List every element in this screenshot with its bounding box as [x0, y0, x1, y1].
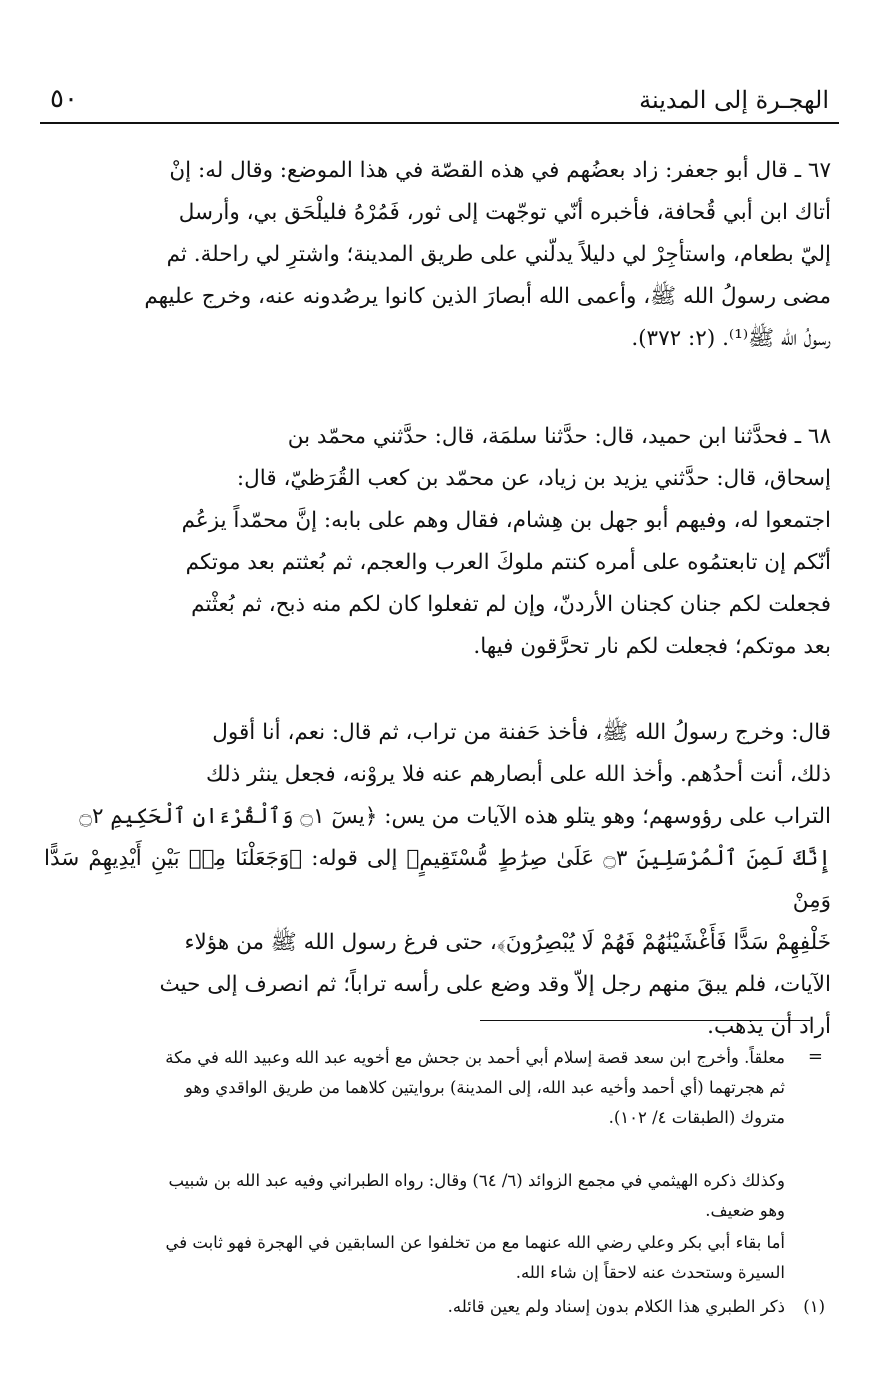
footnote-1-number: (١) — [803, 1297, 825, 1316]
footnote-1-text: ذكر الطبري هذا الكلام بدون إسناد ولم يعين قائله. — [447, 1297, 785, 1316]
footnote-continuation-1: معلقاً. وأخرج ابن سعد قصة إسلام أبي أحمد بن جحش مع أخويه عبد الله وعبيد الله في مكة ثم هجرتهما (أي أحمد وأخيه عبد الله، إلى المدينة) بروايتين كلاهما من طريق الواقدي وهو متروك (الطبقات ٤/ ١٠٢). — [165, 1048, 785, 1127]
paragraph-68: ٦٨ ـ فحدَّثنا ابن حميد، قال: حدَّثنا سلمَة، قال: حدَّثني محمّد بن إسحاق، قال: حدَّثني يزيد بن زياد، عن محمّد بن كعب القُرَظيّ، قال: اجتمعوا له، وفيهم أبو جهل بن هِشام، فقال وهم على بابه: إنَّ محمّداً يزعُم أنّكم إن تابعتمُوه على أمره كنتم ملوكَ العرب والعجم، ثم بُعثتم بعد موتكم فجعلت لكم جنان كجنان الأردنّ، وإن لم تفعلوا كان لكم منه ذبح، ثم بُعثْتم بعد موتكم؛ فجعلت لكم نار تحرَّقون فيها. — [181, 424, 831, 659]
page-number: ٥٠ — [50, 84, 78, 114]
paragraph-68-continued: قال: وخرج رسولُ الله ﷺ، فأخذ حَفنة من تراب، ثم قال: نعم، أنا أقول ذلك، أنت أحدُهم. وأخذ الله على أبصارهم عنه فلا يروْنه، فجعل ينثر ذلك التراب على رؤوسهم؛ وهو يتلو هذه الآيات من يس: ﴿يسٓ ۝١ وَٱلْقُرْءَانِ ٱلْحَكِيمِ ۝٢ إِنَّكَ لَمِنَ ٱلْمُرْسَلِينَ ۝٣ عَلَىٰ صِرَٰطٍ مُّسْتَقِيمٍ﴾ إلى قوله: ﴿وَجَعَلْنَا مِنۢ بَيْنِ أَيْدِيهِمْ سَدًّا وَمِنْ خَلْفِهِمْ سَدًّا فَأَغْشَيْنَٰهُمْ فَهُمْ لَا يُبْصِرُونَ﴾، حتى فرغ رسول الله ﷺ من هؤلاء الآيات، فلم يبقَ منهم رجل إلاّ وقد وضع على رأسه تراباً؛ ثم انصرف إلى حيث أراد أن يذهب. — [44, 720, 831, 1039]
footnote-continuation-3: أما بقاء أبي بكر وعلي رضي الله عنهما مع من تخلفوا عن السابقين في الهجرة فهو ثابت في السيرة وستحدث عنه لاحقاً إن شاء الله. — [165, 1233, 785, 1282]
footnote-continuation-mark: = — [807, 1046, 823, 1067]
paragraph-67: ٦٧ ـ قال أبو جعفر: زاد بعضُهم في هذه القصّة في هذا الموضع: وقال له: إنْ أتاك ابن أبي قُحافة، فأخبره أنّي توجّهت إلى ثور، فَمُرْهُ فليلْحَق بي، وأرسل إليّ بطعام، واستأجِرْ لي دليلاً يدلّني على طريق المدينة؛ واشترِ لي راحلة. ثم مضى رسولُ الله ﷺ، وأعمى الله أبصارَ الذين كانوا يرصُدونه عنه، وخرج عليهم رسولُ الله ﷺ⁽¹⁾. (٢: ٣٧٢). — [144, 158, 831, 351]
footnote-continuation-2: وكذلك ذكره الهيثمي في مجمع الزوائد (٦/ ٦٤) وقال: رواه الطبراني وفيه عبد الله بن شبيب وهو ضعيف. — [168, 1171, 785, 1220]
footnote-divider — [480, 1020, 810, 1021]
page-header — [40, 80, 839, 124]
running-title: الهجـرة إلى المدينة — [639, 86, 829, 114]
